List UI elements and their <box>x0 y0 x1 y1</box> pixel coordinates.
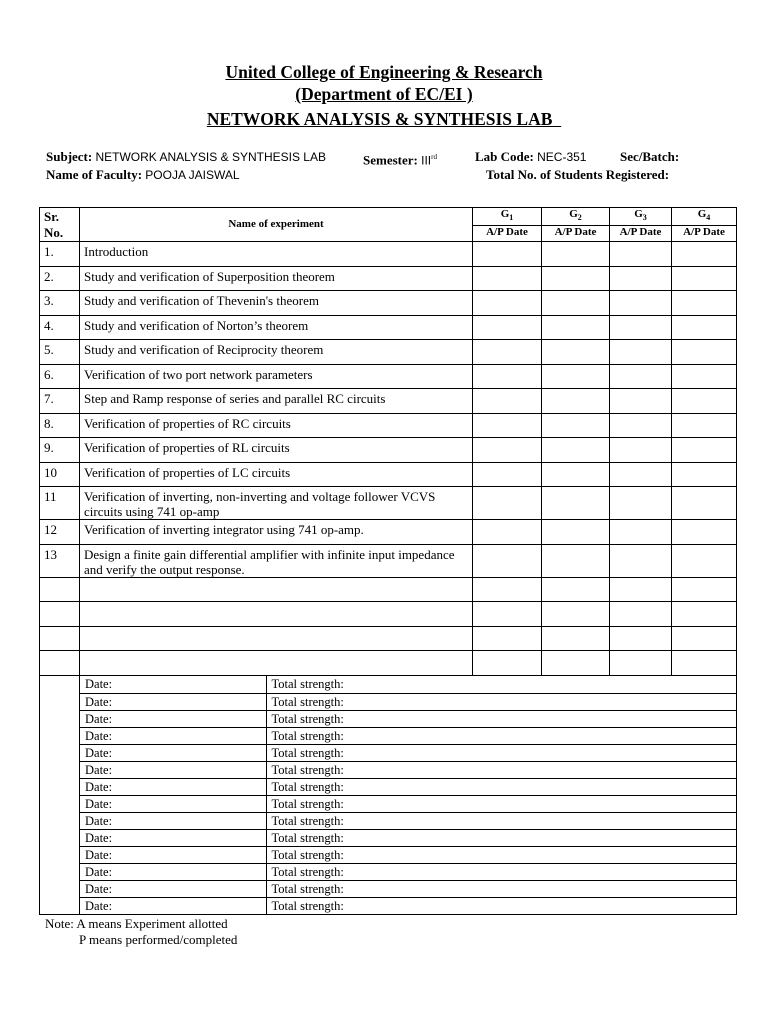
group-2-letter: G <box>569 208 578 220</box>
attendance-cell[interactable] <box>610 291 672 316</box>
attendance-cell[interactable] <box>542 438 610 463</box>
lab-code-field <box>475 149 586 165</box>
experiment-name-header: Name of experiment <box>80 208 473 242</box>
sr-no-cell: 13 <box>40 544 80 577</box>
attendance-cell[interactable] <box>672 242 737 267</box>
note <box>45 916 237 948</box>
sr-no-cell: 3. <box>40 291 80 316</box>
group-4-letter: G <box>697 208 707 220</box>
attendance-cell[interactable] <box>610 413 672 438</box>
attendance-cell[interactable] <box>542 389 610 414</box>
attendance-cell[interactable] <box>473 626 542 651</box>
sr-no-cell <box>40 577 80 602</box>
lab-title-text: NETWORK ANALYSIS & SYNTHESIS LAB <box>206 109 562 129</box>
attendance-cell[interactable] <box>672 389 737 414</box>
attendance-cell[interactable] <box>542 364 610 389</box>
group-4-ap-header: A/P Date <box>672 226 737 242</box>
date-section-sr-cell <box>40 675 80 914</box>
attendance-cell[interactable] <box>672 438 737 463</box>
college-name: United College of Engineering & Research <box>225 62 543 82</box>
table-row <box>40 242 737 267</box>
total-strength-cell[interactable]: Total strength: <box>266 693 736 710</box>
date-row <box>80 795 736 812</box>
group-2-index: 2 <box>577 213 582 223</box>
experiment-name-cell: Introduction <box>80 242 473 267</box>
date-cell[interactable]: Date: <box>80 693 266 710</box>
table-row <box>40 520 737 545</box>
total-strength-cell[interactable]: Total strength: <box>266 795 736 812</box>
attendance-cell[interactable] <box>672 626 737 651</box>
attendance-cell[interactable] <box>610 487 672 520</box>
experiment-name-cell: Verification of two port network parameters <box>80 364 473 389</box>
sr-no-cell <box>40 651 80 676</box>
total-strength-cell[interactable]: Total strength: <box>266 880 736 897</box>
attendance-cell[interactable] <box>473 544 542 577</box>
group-4-header <box>672 208 737 226</box>
date-cell[interactable]: Date: <box>80 829 266 846</box>
attendance-cell[interactable] <box>473 413 542 438</box>
attendance-cell[interactable] <box>672 315 737 340</box>
group-3-index: 3 <box>642 213 647 223</box>
note-line-1: Note: A means Experiment allotted <box>45 916 228 931</box>
attendance-cell[interactable] <box>610 520 672 545</box>
lab-title <box>0 108 768 130</box>
total-strength-cell[interactable]: Total strength: <box>266 846 736 863</box>
group-3-ap-header: A/P Date <box>610 226 672 242</box>
attendance-cell[interactable] <box>542 266 610 291</box>
experiment-name-cell: Verification of properties of RC circuits <box>80 413 473 438</box>
table-row <box>40 544 737 577</box>
table-row <box>40 462 737 487</box>
table-row <box>40 266 737 291</box>
attendance-cell[interactable] <box>473 242 542 267</box>
date-strength-table <box>80 676 736 914</box>
sr-no-cell: 5. <box>40 340 80 365</box>
attendance-cell[interactable] <box>672 651 737 676</box>
date-row <box>80 778 736 795</box>
attendance-cell[interactable] <box>473 315 542 340</box>
total-strength-cell[interactable]: Total strength: <box>266 710 736 727</box>
attendance-cell[interactable] <box>473 438 542 463</box>
attendance-cell[interactable] <box>542 577 610 602</box>
sr-no-cell: 7. <box>40 389 80 414</box>
table-row <box>40 291 737 316</box>
experiment-name-cell: Verification of properties of LC circuits <box>80 462 473 487</box>
table-row <box>40 364 737 389</box>
group-1-ap-header: A/P Date <box>473 226 542 242</box>
attendance-cell[interactable] <box>542 626 610 651</box>
students-field <box>486 167 669 183</box>
date-row <box>80 710 736 727</box>
sr-no-cell: 10 <box>40 462 80 487</box>
experiment-name-cell: Study and verification of Superposition theorem <box>80 266 473 291</box>
note-line-2: P means performed/completed <box>79 932 238 947</box>
total-strength-cell[interactable]: Total strength: <box>266 812 736 829</box>
date-cell[interactable]: Date: <box>80 778 266 795</box>
date-row <box>80 676 736 694</box>
experiment-name-cell[interactable] <box>80 651 473 676</box>
attendance-cell[interactable] <box>473 602 542 627</box>
attendance-cell[interactable] <box>473 487 542 520</box>
attendance-cell[interactable] <box>473 651 542 676</box>
table-row <box>40 487 737 520</box>
date-row <box>80 812 736 829</box>
faculty-label: Name of Faculty: <box>46 167 143 182</box>
date-cell[interactable]: Date: <box>80 761 266 778</box>
date-row <box>80 727 736 744</box>
table-row <box>40 438 737 463</box>
attendance-cell[interactable] <box>473 520 542 545</box>
attendance-cell[interactable] <box>473 389 542 414</box>
date-cell[interactable]: Date: <box>80 710 266 727</box>
faculty-field <box>46 167 240 183</box>
total-strength-cell[interactable]: Total strength: <box>271 898 344 913</box>
attendance-cell[interactable] <box>672 364 737 389</box>
group-2-ap-header: A/P Date <box>542 226 610 242</box>
attendance-cell[interactable] <box>672 462 737 487</box>
date-section-cell <box>80 675 737 914</box>
total-strength-cell[interactable]: Total strength: <box>266 761 736 778</box>
date-row <box>80 863 736 880</box>
group-1-index: 1 <box>509 213 514 223</box>
date-cell[interactable]: Date: <box>80 863 266 880</box>
attendance-cell[interactable] <box>610 577 672 602</box>
date-row <box>80 846 736 863</box>
table-row <box>40 315 737 340</box>
table-row <box>40 340 737 365</box>
total-strength-cell[interactable]: Total strength: <box>266 727 736 744</box>
sr-no-cell: 9. <box>40 438 80 463</box>
attendance-cell[interactable] <box>610 315 672 340</box>
attendance-cell[interactable] <box>542 315 610 340</box>
attendance-cell[interactable] <box>542 413 610 438</box>
experiment-name-cell: Step and Ramp response of series and parallel RC circuits <box>80 389 473 414</box>
attendance-cell[interactable] <box>610 544 672 577</box>
attendance-cell[interactable] <box>473 291 542 316</box>
semester-suffix: rd <box>431 153 437 161</box>
attendance-cell[interactable] <box>672 577 737 602</box>
sr-no-cell: 8. <box>40 413 80 438</box>
attendance-cell[interactable] <box>542 544 610 577</box>
date-cell[interactable]: Date: <box>80 846 266 863</box>
attendance-cell[interactable] <box>610 651 672 676</box>
attendance-cell[interactable] <box>672 602 737 627</box>
attendance-cell[interactable] <box>542 291 610 316</box>
subject-field <box>46 149 326 165</box>
experiment-table <box>39 207 737 915</box>
attendance-cell[interactable] <box>610 340 672 365</box>
subject-label: Subject: <box>46 149 93 164</box>
attendance-cell[interactable] <box>542 602 610 627</box>
experiment-name-cell: Verification of inverting integrator using 741 op-amp. <box>80 520 473 545</box>
attendance-cell[interactable] <box>610 364 672 389</box>
attendance-cell[interactable] <box>542 242 610 267</box>
table-row <box>40 389 737 414</box>
date-section-row <box>40 675 737 914</box>
date-row <box>80 897 736 914</box>
blank-row <box>40 626 737 651</box>
attendance-cell[interactable] <box>473 340 542 365</box>
attendance-cell[interactable] <box>672 544 737 577</box>
attendance-cell[interactable] <box>473 462 542 487</box>
department-name: (Department of EC/EI ) <box>295 84 473 104</box>
attendance-cell[interactable] <box>473 364 542 389</box>
date-row <box>80 744 736 761</box>
attendance-cell[interactable] <box>610 266 672 291</box>
lab-code-label: Lab Code: <box>475 149 534 164</box>
date-cell[interactable]: Date: <box>80 795 266 812</box>
experiment-name-cell: Design a finite gain differential amplifier with infinite input impedance and verify the output response. <box>80 544 473 577</box>
experiment-name-cell: Verification of properties of RL circuits <box>80 438 473 463</box>
experiment-name-cell: Study and verification of Reciprocity theorem <box>80 340 473 365</box>
attendance-cell[interactable] <box>672 520 737 545</box>
date-cell[interactable]: Date: <box>80 744 266 761</box>
attendance-cell[interactable] <box>542 462 610 487</box>
attendance-cell[interactable] <box>610 389 672 414</box>
blank-row <box>40 602 737 627</box>
date-cell[interactable]: Date: <box>80 676 266 694</box>
total-strength-cell[interactable]: Total strength: <box>266 676 736 694</box>
attendance-cell[interactable] <box>610 602 672 627</box>
date-cell[interactable]: Date: <box>80 897 266 914</box>
attendance-cell[interactable] <box>542 487 610 520</box>
total-strength-cell[interactable]: Total strength: <box>266 778 736 795</box>
sr-no-cell: 2. <box>40 266 80 291</box>
sr-no-cell <box>40 626 80 651</box>
date-row <box>80 880 736 897</box>
attendance-cell[interactable] <box>542 340 610 365</box>
group-4-index: 4 <box>706 213 711 223</box>
semester-field <box>363 149 437 168</box>
date-row <box>80 761 736 778</box>
sec-batch-label: Sec/Batch: <box>620 149 680 164</box>
group-1-header <box>473 208 542 226</box>
date-row <box>80 693 736 710</box>
group-1-letter: G <box>500 208 510 220</box>
sr-no-cell <box>40 602 80 627</box>
date-cell[interactable]: Date: <box>80 727 266 744</box>
total-strength-cell[interactable]: Total strength: <box>266 744 736 761</box>
sr-no-cell: 12 <box>40 520 80 545</box>
attendance-cell[interactable] <box>672 413 737 438</box>
total-strength-cell[interactable]: Total strength: <box>266 863 736 880</box>
group-3-letter: G <box>634 208 643 220</box>
table-row <box>40 413 737 438</box>
attendance-cell[interactable] <box>610 626 672 651</box>
blank-row <box>40 577 737 602</box>
experiment-name-cell[interactable] <box>80 602 473 627</box>
date-cell[interactable]: Date: <box>80 880 266 897</box>
experiment-name-cell[interactable] <box>80 577 473 602</box>
sec-batch-field <box>620 149 679 165</box>
sr-no-cell: 1. <box>40 242 80 267</box>
attendance-cell[interactable] <box>542 520 610 545</box>
attendance-cell[interactable] <box>610 242 672 267</box>
group-2-header <box>542 208 610 226</box>
experiment-name-cell[interactable] <box>80 626 473 651</box>
group-3-header <box>610 208 672 226</box>
date-row <box>80 829 736 846</box>
attendance-cell[interactable] <box>672 291 737 316</box>
attendance-cell[interactable] <box>672 487 737 520</box>
attendance-cell[interactable] <box>610 438 672 463</box>
attendance-cell[interactable] <box>672 340 737 365</box>
experiment-name-cell: Study and verification of Thevenin's theorem <box>80 291 473 316</box>
experiment-name-cell: Study and verification of Norton’s theorem <box>80 315 473 340</box>
sr-no-cell: 11 <box>40 487 80 520</box>
attendance-cell[interactable] <box>542 651 610 676</box>
experiment-name-cell: Verification of inverting, non-inverting and voltage follower VCVS circuits using 741 op-amp <box>80 487 473 520</box>
semester-value: III <box>421 153 432 168</box>
total-strength-cell[interactable]: Total strength: <box>266 829 736 846</box>
date-cell[interactable]: Date: <box>80 812 266 829</box>
sr-no-header: Sr. No. <box>40 208 80 242</box>
blank-row <box>40 651 737 676</box>
lab-code-value: NEC-351 <box>537 150 587 164</box>
attendance-cell[interactable] <box>473 577 542 602</box>
attendance-cell[interactable] <box>672 266 737 291</box>
sr-no-cell: 6. <box>40 364 80 389</box>
attendance-cell[interactable] <box>473 266 542 291</box>
sr-no-cell: 4. <box>40 315 80 340</box>
subject-value: NETWORK ANALYSIS & SYNTHESIS LAB <box>95 150 326 164</box>
faculty-value: POOJA JAISWAL <box>145 168 240 182</box>
attendance-cell[interactable] <box>610 462 672 487</box>
semester-label: Semester: <box>363 152 418 168</box>
students-label: Total No. of Students Registered: <box>486 167 670 182</box>
